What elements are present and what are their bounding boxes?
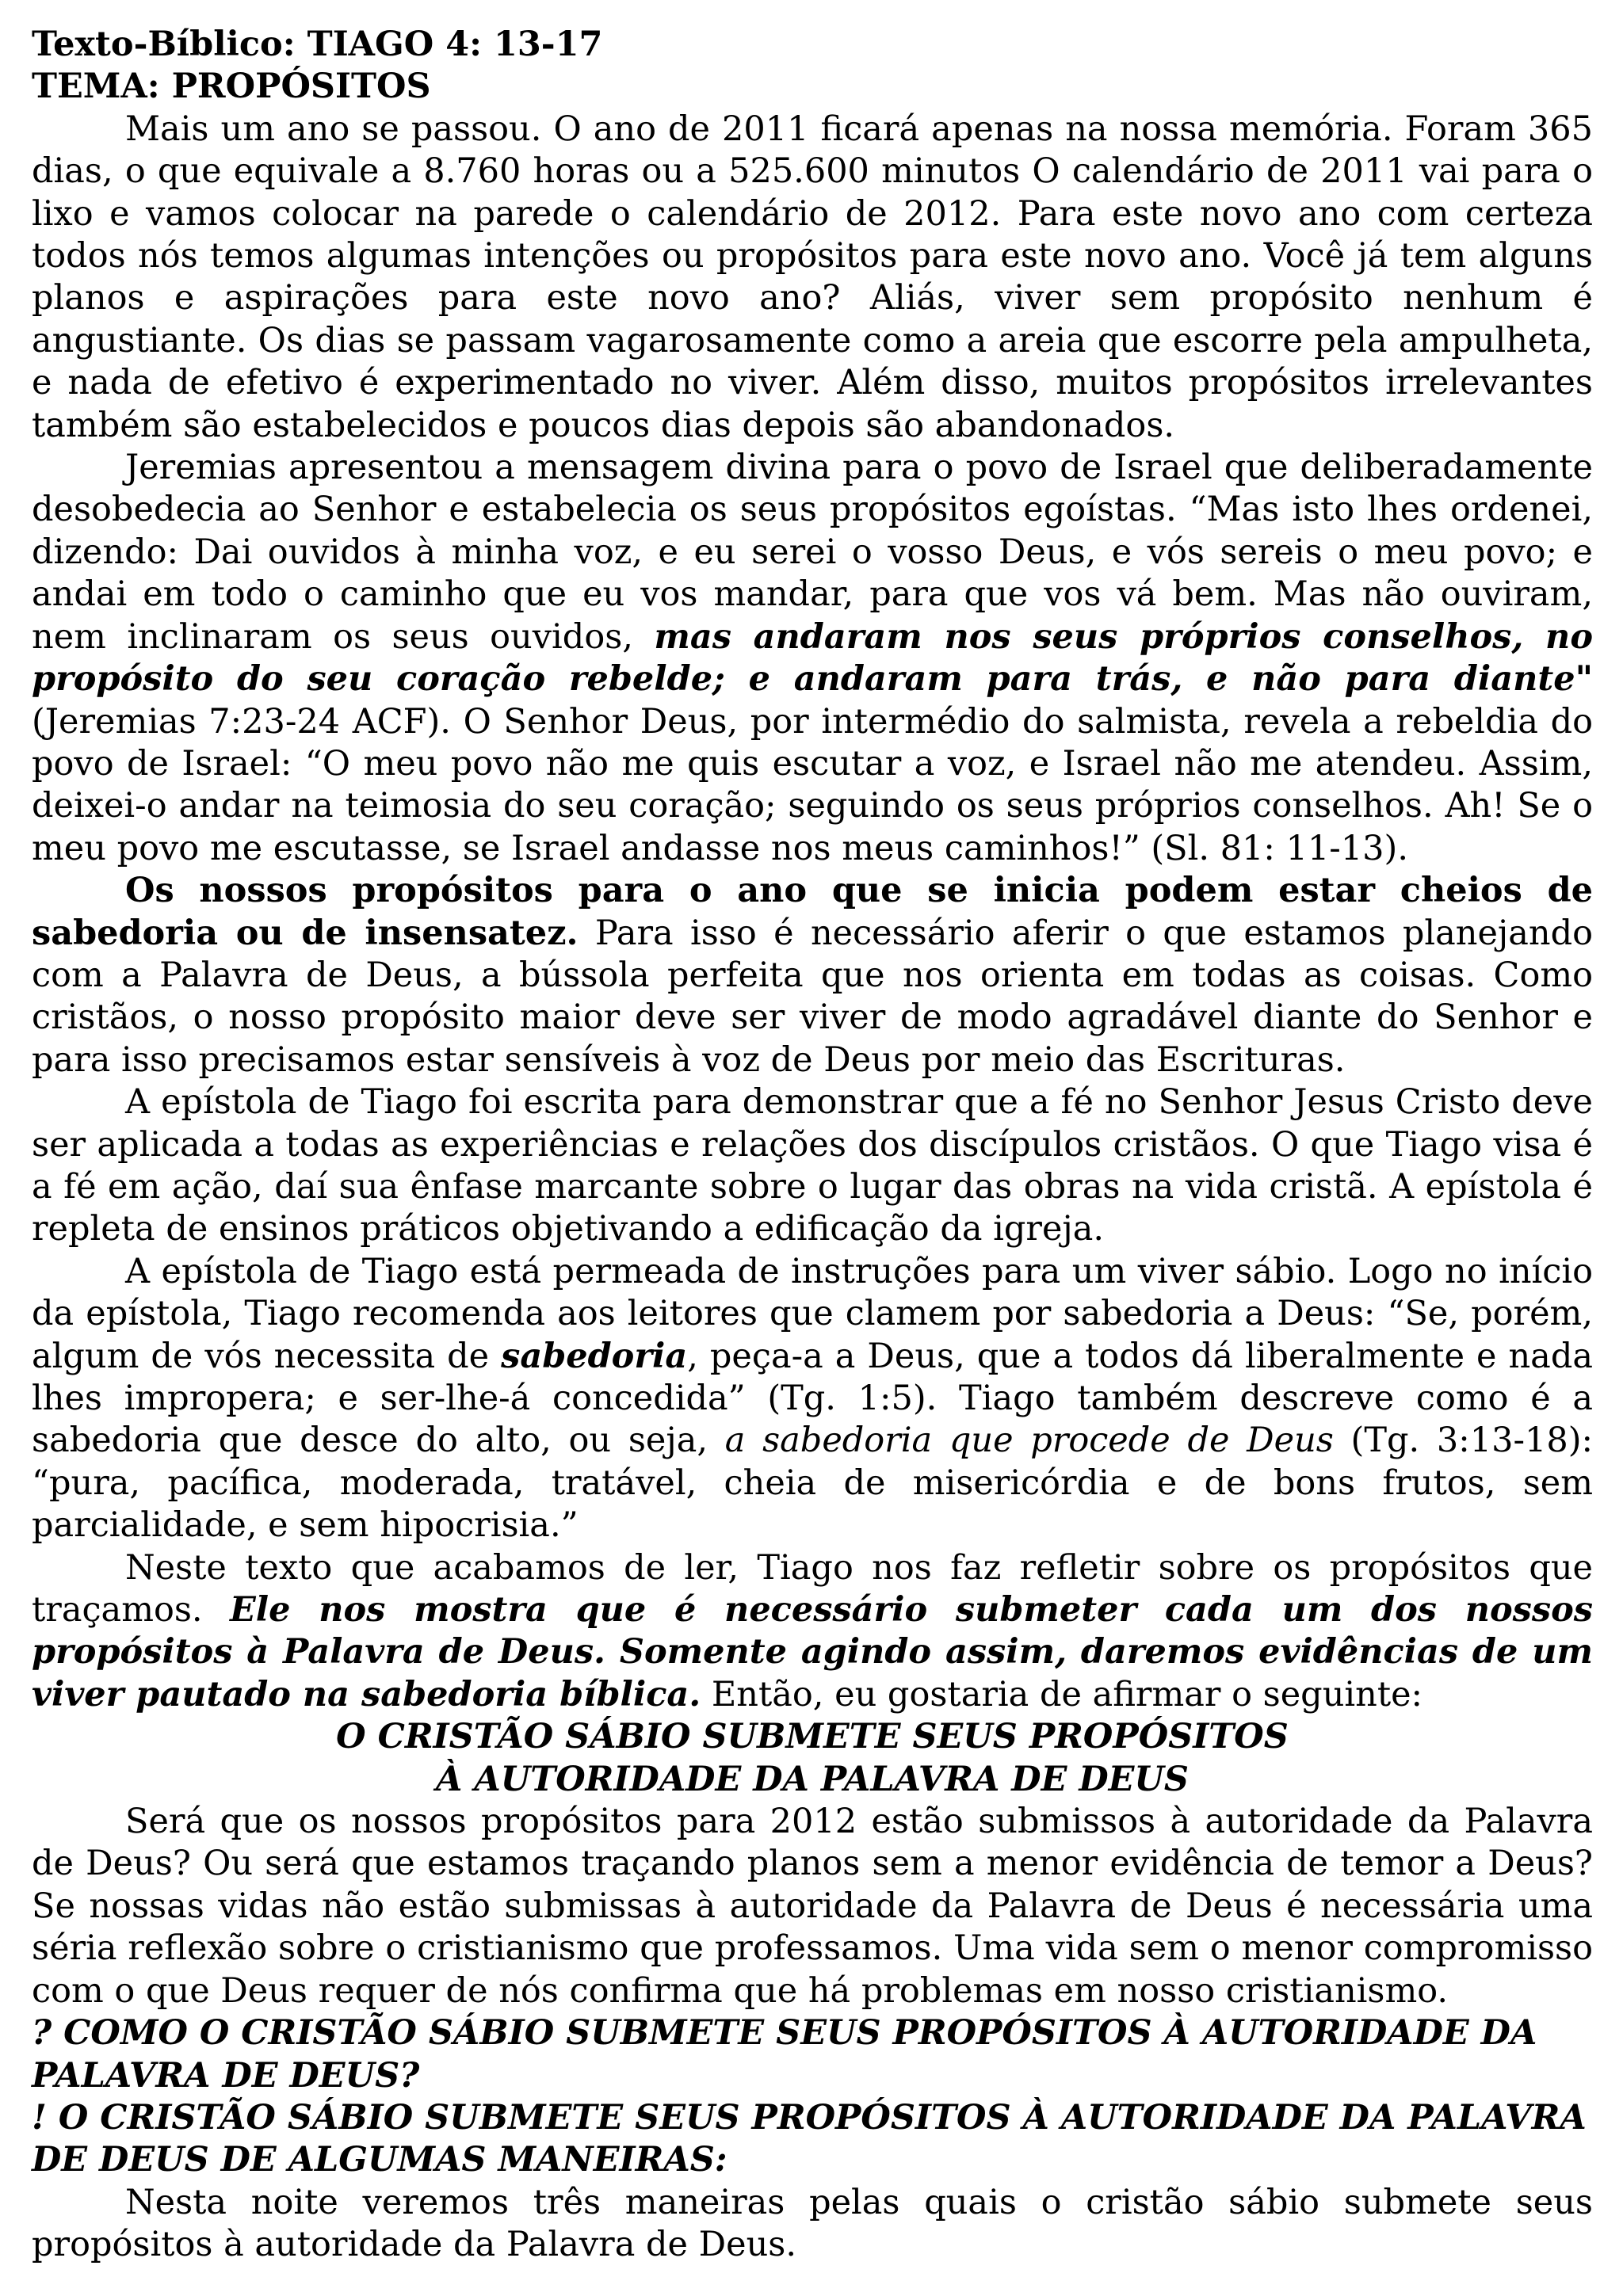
paragraph-sabedoria-end: (Tg. 3:13-18): “pura, pacífica, moderada, tratável, cheia de misericórdia e de bons frutos, sem parcialidade, e sem hipocrisia.” — [32, 1421, 1593, 1546]
paragraph-sabedoria — [32, 1251, 1593, 1547]
paragraph-jeremias — [32, 447, 1593, 870]
bible-text-heading: Texto-Bíblico: TIAGO 4: 13-17 — [32, 25, 603, 64]
sabedoria-de-deus-italic: a sabedoria que procede de Deus — [724, 1421, 1334, 1461]
answer-heading: ! O CRISTÃO SÁBIO SUBMETE SEUS PROPÓSITOS À AUTORIDADE DA PALAVRA DE DEUS DE ALGUMAS MANEIRAS: — [32, 2097, 1587, 2180]
paragraph-propositos — [32, 870, 1593, 1081]
paragraph-reflexao — [32, 1547, 1593, 1717]
paragraph-submissao: Será que os nossos propósitos para 2012 estão submissos à autoridade da Palavra de Deus? Ou será que estamos traçando planos sem a menor evidência de temor a Deus? Se nossas vidas não estão submissas à autoridade da Palavra de Deus é necessária uma séria reflexão sobre o cristianismo que professamos. Uma vida sem o menor compromisso com o que Deus requer de nós confirma que há problemas em nosso cristianismo. — [32, 1802, 1593, 2011]
question-heading: ? COMO O CRISTÃO SÁBIO SUBMETE SEUS PROPÓSITOS À AUTORIDADE DA PALAVRA DE DEUS? — [32, 2013, 1537, 2096]
section-title-line-2: À AUTORIDADE DA PALAVRA DE DEUS — [436, 1759, 1189, 1799]
section-title-line-1: O CRISTÃO SÁBIO SUBMETE SEUS PROPÓSITOS — [336, 1717, 1289, 1757]
reflexao-emphasis: Ele nos mostra que é necessário submeter cada um dos nossos propósitos à Palavra de Deus. Somente agindo assim, daremos evidências de um viver pautado na sabedoria bíblica. — [32, 1590, 1593, 1714]
propositos-bold-statement: Os nossos propósitos para o ano que se inicia podem estar cheios de sabedoria ou de insensatez. — [32, 871, 1593, 953]
paragraph-sabedoria-middle: , peça-a a Deus, que a todos dá liberalmente e nada lhes impropera; e ser-lhe-á concedida” (Tg. 1:5). Tiago também descreve como é a sabedoria que desce do alto, ou seja, — [32, 1336, 1593, 1461]
paragraph-intro: Mais um ano se passou. O ano de 2011 ficará apenas na nossa memória. Foram 365 dias, o que equivale a 8.760 horas ou a 525.600 minutos O calendário de 2011 vai para o lixo e vamos colocar na parede o calendário de 2012. Para este novo ano com certeza todos nós temos algumas intenções ou propósitos para este novo ano. Você já tem alguns planos e aspirações para este novo ano? Aliás, viver sem propósito nenhum é angustiante. Os dias se passam vagarosamente como a areia que escorre pela ampulheta, e nada de efetivo é experimentado no viver. Além disso, muitos propósitos irrelevantes também são estabelecidos e poucos dias depois são abandonados. — [32, 109, 1593, 445]
jeremias-quote-emphasis: mas andaram nos seus próprios conselhos, no propósito do seu coração rebelde; e andaram para trás, e não para diante" — [32, 616, 1593, 700]
paragraph-reflexao-text: Neste texto que acabamos de ler, Tiago nos faz refletir sobre os propósitos que traçamos. — [32, 1547, 1593, 1630]
paragraph-propositos-text: Para isso é necessário aferir o que estamos planejando com a Palavra de Deus, a bússola perfeita que nos orienta em todas as coisas. Como cristãos, o nosso propósito maior deve ser viver de modo agradável diante do Senhor e para isso precisamos estar sensíveis à voz de Deus por meio das Escrituras. — [32, 913, 1593, 1080]
theme-heading: TEMA: PROPÓSITOS — [32, 67, 431, 107]
paragraph-sabedoria-text: A epístola de Tiago está permeada de instruções para um viver sábio. Logo no início da epístola, Tiago recomenda aos leitores que clamem por sabedoria a Deus: “Se, porém, algum de vós necessita de — [32, 1251, 1593, 1376]
paragraph-epistola-intro: A epístola de Tiago foi escrita para demonstrar que a fé no Senhor Jesus Cristo deve ser aplicada a todas as experiências e relações dos discípulos cristãos. O que Tiago visa é a fé em ação, daí sua ênfase marcante sobre o lugar das obras na vida cristã. A epístola é repleta de ensinos práticos objetivando a edificação da igreja. — [32, 1082, 1593, 1249]
paragraph-jeremias-text: Jeremias apresentou a mensagem divina para o povo de Israel que deliberadamente desobedecia ao Senhor e estabelecia os seus propósitos egoístas. “Mas isto lhes ordenei, dizendo: Dai ouvidos à minha voz, e eu serei o vosso Deus, e vós sereis o meu povo; e andai em todo o caminho que eu vos mandar, para que vos vá bem. Mas não ouviram, nem inclinaram os seus ouvidos, — [32, 448, 1593, 657]
sabedoria-emphasis: sabedoria — [501, 1336, 688, 1376]
paragraph-reflexao-end: Então, eu gostaria de afirmar o seguinte: — [701, 1674, 1423, 1714]
paragraph-tres-maneiras: Nesta noite veremos três maneiras pelas quais o cristão sábio submete seus propósitos à autoridade da Palavra de Deus. — [32, 2182, 1593, 2265]
paragraph-jeremias-continuation: (Jeremias 7:23-24 ACF). O Senhor Deus, por intermédio do salmista, revela a rebeldia do povo de Israel: “O meu povo não me quis escutar a voz, e Israel não me atendeu. Assim, deixei-o andar na teimosia do seu coração; seguindo os seus próprios conselhos. Ah! Se o meu povo me escutasse, se Israel andasse nos meus caminhos!” (Sl. 81: 11-13). — [32, 701, 1593, 868]
